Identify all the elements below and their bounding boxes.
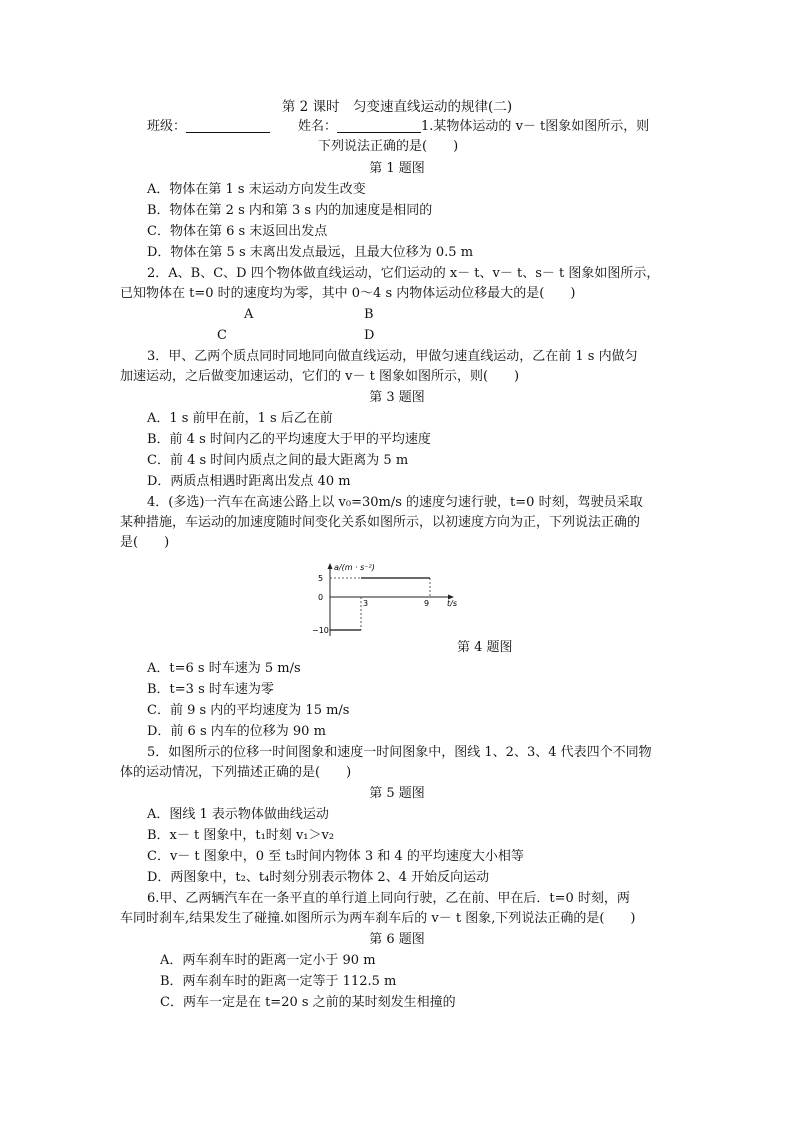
q5-stem-2: 体的运动情况，下列描述正确的是( ) (120, 765, 352, 780)
q2-fig-label-d: D (364, 328, 375, 343)
q1-option-a: A．物体在第 1 s 末运动方向发生改变 (147, 182, 366, 197)
q2-stem-1: 2．A、B、C、D 四个物体做直线运动，它们运动的 x－ t、v－ t、s－ t 图象如图所示， (147, 266, 660, 281)
q1-caption: 第 1 题图 (369, 161, 425, 176)
name-blank[interactable] (337, 118, 421, 133)
q2-fig-label-c: C (217, 328, 227, 343)
y-tick-5: 5 (318, 574, 324, 583)
q5-option-a: A．图线 1 表示物体做曲线运动 (147, 807, 329, 822)
q3-option-b: B．前 4 s 时间内乙的平均速度大于甲的平均速度 (147, 432, 431, 447)
q1-stem-a: 1.某物体运动的 v－ t图象如图所示，则 (421, 119, 650, 134)
page-title: 第 2 课时 匀变速直线运动的规律(二) (281, 99, 513, 115)
q4-stem-1: 4．(多选)一汽车在高速公路上以 v₀=30m/s 的速度匀速行驶，t=0 时刻，驾驶员采取 (147, 495, 643, 510)
q5-option-c: C．v－ t 图象中，0 至 t₃时间内物体 3 和 4 的平均速度大小相等 (147, 849, 524, 864)
q2-stem-2: 已知物体在 t=0 时的速度均为零，其中 0～4 s 内物体运动位移最大的是( ) (120, 286, 576, 301)
name-label: 姓名： (298, 119, 338, 134)
x-tick-3: 3 (363, 599, 369, 608)
y-axis-arrow-icon (328, 563, 333, 569)
q5-option-b: B．x－ t 图象中，t₁时刻 v₁＞v₂ (147, 828, 335, 843)
class-blank[interactable] (186, 118, 270, 133)
q1-option-c: C．物体在第 6 s 末返回出发点 (147, 224, 328, 239)
q4-stem-3: 是( ) (120, 535, 170, 550)
q5-option-d: D．两图象中，t₂、t₄时刻分别表示物体 2、4 开始反向运动 (147, 870, 490, 885)
q4-option-d: D．前 6 s 内车的位移为 90 m (147, 724, 326, 739)
q1-stem-b: 下列说法正确的是( ) (318, 139, 459, 154)
y-tick-minus10: −10 (312, 626, 329, 635)
q6-stem-1: 6.甲、乙两辆汽车在一条平直的单行道上同向行驶，乙在前、甲在后．t=0 时刻，两 (147, 891, 630, 906)
q3-stem-1: 3．甲、乙两个质点同时同地同向做直线运动，甲做匀速直线运动，乙在前 1 s 内做匀 (147, 349, 638, 364)
q5-stem-1: 5．如图所示的位移一时间图象和速度一时间图象中，图线 1、2、3、4 代表四个不同物 (147, 745, 652, 760)
q6-stem-2: 车同时刹车,结果发生了碰撞.如图所示为两车刹车后的 v－ t 图象,下列说法正确的是( ) (120, 911, 636, 926)
q4-caption: 第 4 题图 (457, 640, 513, 655)
q2-fig-label-b: B (364, 307, 374, 322)
q4-stem-2: 某种措施，车运动的加速度随时间变化关系如图所示，以初速度方向为正，下列说法正确的 (120, 515, 641, 530)
x-axis-label: t/s (447, 599, 457, 608)
x-tick-9: 9 (424, 599, 430, 608)
q4-option-a: A．t=6 s 时车速为 5 m/s (147, 661, 301, 676)
q1-option-b: B．物体在第 2 s 内和第 3 s 内的加速度是相同的 (147, 203, 433, 218)
q6-option-c: C．两车一定是在 t=20 s 之前的某时刻发生相撞的 (160, 995, 456, 1010)
class-label: 班级： (147, 119, 187, 134)
header-line (147, 118, 649, 136)
q2-fig-label-a: A (244, 307, 254, 322)
q3-stem-2: 加速运动，之后做变加速运动，它们的 v－ t 图象如图所示，则( ) (120, 369, 520, 384)
q6-caption: 第 6 题图 (369, 932, 425, 947)
y-tick-0: 0 (318, 593, 324, 602)
q1-option-d: D．物体在第 5 s 末离出发点最远，且最大位移为 0.5 m (147, 245, 474, 260)
y-axis-label: a/(m · s⁻²) (334, 563, 375, 572)
q4-option-b: B．t=3 s 时车速为零 (147, 682, 274, 697)
q3-option-a: A．1 s 前甲在前，1 s 后乙在前 (147, 411, 333, 426)
q3-option-d: D．两质点相遇时距离出发点 40 m (147, 474, 351, 489)
q3-option-c: C．前 4 s 时间内质点之间的最大距离为 5 m (147, 453, 409, 468)
q5-caption: 第 5 题图 (369, 786, 425, 801)
q3-caption: 第 3 题图 (369, 390, 425, 405)
q4-acceleration-time-graph (310, 560, 460, 640)
q4-option-c: C．前 9 s 内的平均速度为 15 m/s (147, 703, 350, 718)
q6-option-a: A．两车刹车时的距离一定小于 90 m (160, 953, 376, 968)
q6-option-b: B．两车刹车时的距离一定等于 112.5 m (160, 974, 397, 989)
